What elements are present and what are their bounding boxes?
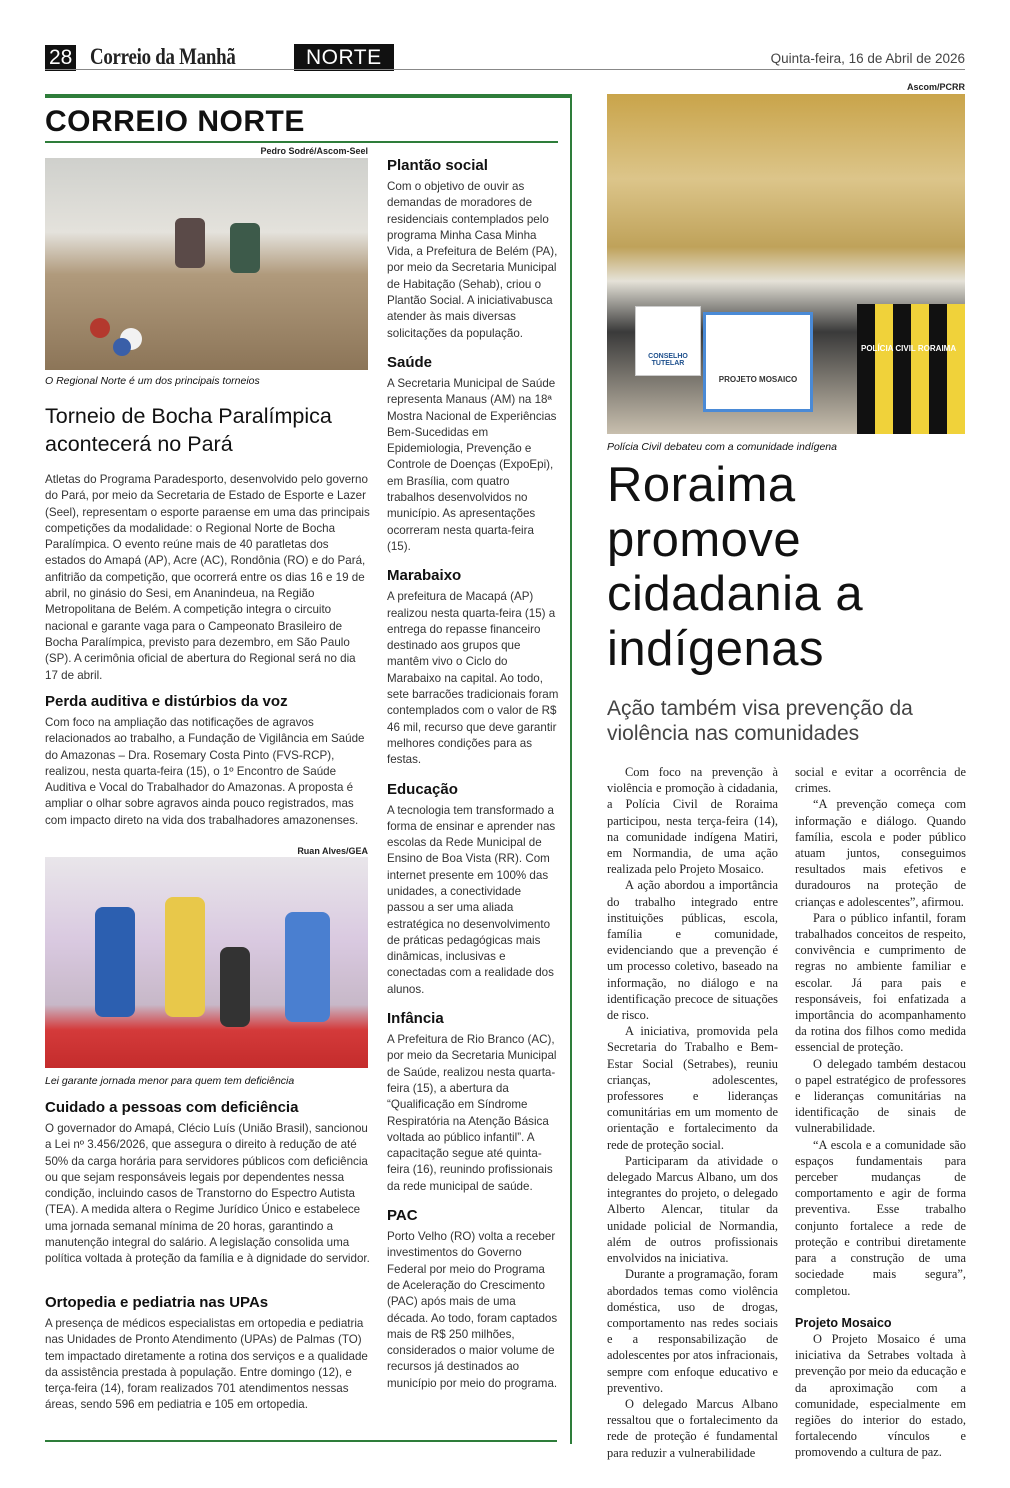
- section-heading: Cuidado a pessoas com deficiência: [45, 1099, 299, 1116]
- paragraph: “A escola e a comunidade são espaços fundamentais para perceber mudanças de comportamento e agir de forma preventiva. Esse trabalho conjunto fortalece a rede de proteção e contribui diretamente para a construção de uma sociedade mais segura”, completou.: [795, 1137, 966, 1298]
- paragraph: social e evitar a ocorrência de crimes.: [795, 765, 966, 796]
- brief-body: A Secretaria Municipal de Saúde representa Manaus (AM) na 18ª Mostra Nacional de Experiências Bem-Sucedidas em Epidemiologia, Prevenção e Controle de Doenças (ExpoEpi), em Brasília, com quatro trabalhos desenvolvidos no município. As apresentações ocorreram nesta quarta-feira (15).: [387, 376, 557, 553]
- box-bottom-rule: [45, 1440, 557, 1442]
- person-figure: [95, 907, 135, 1017]
- paragraph: A iniciativa, promovida pela Secretaria do Trabalho e Bem-Estar Social (Setrabes), reuniu crianças, adolescentes, professores e lideranças comunitárias em um momento de orientação e fortalecimento da rede de proteção social.: [607, 1024, 778, 1152]
- brief-title: Infância: [387, 1010, 444, 1028]
- person-figure: [285, 912, 330, 1022]
- article-column-1: [607, 764, 778, 1461]
- photo-dance-event: [45, 857, 368, 1068]
- article-body: Atletas do Programa Paradesporto, desenvolvido pelo governo do Pará, por meio da Secretaria de Estado de Esporte e Lazer (Seel), representam o esporte paraense em uma das principais competições da modalidade: o Regional Norte de Bocha Paralímpica. O evento reúne mais de 40 paratletas dos estados do Amapá (AP), Acre (AC), Rondônia (RO) e do Pará, anfitrião da competição, que ocorrerá entre os dias 16 e 19 de abril, no ginásio do Sesi, em Ananindeua, na Região Metropolitana de Belém. A competição integra o circuito nacional e garante vaga para o Campeonato Brasileiro de Bocha Paralímpica, previsto para dezembro, em São Paulo (SP). A cerimônia oficial de abertura do Regional será no dia 17 de abril.: [45, 473, 370, 682]
- main-headline: Roraima promove cidadania a indígenas: [607, 458, 864, 676]
- photo-police-community: [607, 94, 965, 434]
- subsection-heading: Projeto Mosaico: [795, 1315, 892, 1330]
- section-body: A presença de médicos especialistas em ortopedia e pediatria nas Unidades de Pronto Atendimento (UPAs) de Palmas (TO) tem impactado diretamente a rotina dos serviços e a qualidade da assistência prestada à população. Entre domingo (12), e terça-feira (14), foram realizados 701 atendimentos nessas áreas, sendo 596 em pediatria e 105 em ortopedia.: [45, 1317, 368, 1412]
- page-number: 28: [45, 45, 76, 71]
- brief-body: Com o objetivo de ouvir as demandas de moradores de residenciais contemplados pelo programa Minha Casa Minha Vida, a Prefeitura de Belém (PA), por meio da Secretaria Municipal de Habitação (Sehab), criou o Plantão Social. A iniciativabusca atender às mais diversas solicitações da população.: [387, 180, 558, 340]
- photo-caption: Polícia Civil debateu com a comunidade indígena: [607, 441, 837, 453]
- brief-body: A Prefeitura de Rio Branco (AC), por meio da Secretaria Municipal de Saúde, realizou nesta quarta-feira (15), a abertura da “Qualificação em Síndrome Respiratória na Atenção Básica voltada ao público infantil”. A capacitação segue até quinta-feira (16), reunindo profissionais da rede municipal de saúde.: [387, 1033, 557, 1193]
- article-headline: Torneio de Bocha Paralímpica acontecerá no Pará: [45, 404, 332, 456]
- athlete-figure: [175, 218, 205, 268]
- athlete-figure: [230, 223, 260, 273]
- brief-title: Plantão social: [387, 157, 488, 174]
- photo-caption: Lei garante jornada menor para quem tem deficiência: [45, 1075, 295, 1087]
- article-column-2: [795, 764, 966, 1461]
- section-heading: Ortopedia e pediatria nas UPAs: [45, 1294, 269, 1311]
- paragraph: “A prevenção começa com informação e diálogo. Quando família, escola e poder público atuam juntos, conseguimos resultados mais efetivos e duradouros na proteção de crianças e adolescentes”, afirmou.: [795, 797, 966, 909]
- photo-caption: O Regional Norte é um dos principais torneios: [45, 375, 260, 387]
- paragraph: A ação abordou a importância do trabalho integrado entre instituições públicas, escola, família e comunidade, evidenciando que a prevenção é um processo coletivo, baseado na informação, no diálogo e na identificação precoce de situações de risco.: [607, 878, 778, 1023]
- brief-title: Marabaixo: [387, 567, 462, 585]
- briefs-column: [387, 157, 559, 1392]
- conselho-tutelar-banner: CONSELHO TUTELAR: [635, 306, 701, 376]
- section-body: Com foco na ampliação das notificações de agravos relacionados ao trabalho, a Fundação de Vigilância em Saúde do Amazonas – Dra. Rosemary Costa Pinto (FVS-RCP), realizou, nesta quarta-feira (15), o 1º Encontro de Saúde Auditiva e Vocal do Trabalhador do Amazonas. A proposta é ampliar o olhar sobre agravos ainda pouco registrados, mas com impacto direto na vida dos trabalhadores amazonenses.: [45, 716, 365, 827]
- box-title-rule: [45, 141, 558, 143]
- child-figure: [220, 947, 250, 1027]
- photo-boccia-match: [45, 158, 368, 370]
- section-heading: Perda auditiva e distúrbios da voz: [45, 693, 288, 710]
- projeto-mosaico-banner: PROJETO MOSAICO: [703, 312, 813, 412]
- box-title: CORREIO NORTE: [45, 105, 305, 138]
- boccia-ball: [113, 338, 131, 356]
- section-label: NORTE: [294, 44, 394, 71]
- subheadline: Ação também visa prevenção da violência nas comunidades: [607, 697, 913, 745]
- paragraph: Com foco na prevenção à violência e promoção à cidadania, a Polícia Civil de Roraima participou, nesta terça-feira (14), na comunidade indígena Matiri, em Normandia, de uma ação realizada pelo Projeto Mosaico.: [607, 765, 778, 877]
- newspaper-logo: Correio da Manhã: [90, 44, 236, 69]
- paragraph: O delegado também destacou o papel estratégico de professores e lideranças comunitárias na identificação de sinais de vulnerabilidade.: [795, 1056, 966, 1136]
- paragraph: O Projeto Mosaico é uma iniciativa da Setrabes voltada à prevenção por meio da educação e da aproximação com a comunidade, especialmente em regiões do interior do estado, fortalecendo vínculos e promovendo a cultura de paz.: [795, 1331, 966, 1460]
- photo-credit: Ruan Alves/GEA: [297, 846, 368, 856]
- paragraph: Participaram da atividade o delegado Marcus Albano, um dos integrantes do projeto, o delegado Alberto Alencar, titular da unidade policial de Normandia, além de outros profissionais envolvidos na iniciativa.: [607, 1153, 778, 1266]
- paragraph: Durante a programação, foram abordados temas como violência doméstica, uso de drogas, comportamento nas redes sociais e a responsabilização de adolescentes por atos infracionais, sempre com enfoque educativo e preventivo.: [607, 1267, 778, 1395]
- photo-credit: Ascom/PCRR: [906, 82, 965, 92]
- paragraph: Para o público infantil, foram trabalhados conceitos de respeito, convivência e cumprimento de regras no ambiente familiar e escolar. Já para pais e responsáveis, foi enfatizada a importância do acompanhamento da rotina dos filhos como medida essencial de proteção.: [795, 910, 966, 1055]
- person-figure: [165, 897, 205, 1017]
- brief-body: A tecnologia tem transformado a forma de ensinar e aprender nas escolas da Rede Municipal de Ensino de Boa Vista (RR). Com internet presente em 100% das unidades, a conectividade passou a ser uma aliada estratégica no desenvolvimento de práticas pedagógicas mais dinâmicas, inclusivas e conectadas com a realidade dos alunos.: [387, 803, 556, 996]
- boccia-ball: [90, 318, 110, 338]
- brief-body: A prefeitura de Macapá (AP) realizou nesta quarta-feira (15) a entrega do repasse financeiro destinado aos grupos que mantêm vivo o Ciclo do Marabaixo na capital. Ao todo, sete barracões tradicionais foram contemplados com o valor de R$ 46 mil, recurso que deve garantir melhores condições para as festas.: [387, 590, 559, 767]
- header-divider: [45, 69, 965, 70]
- paragraph: O delegado Marcus Albano ressaltou que o fortalecimento da rede de proteção é fundamental para reduzir a vulnerabilidade: [607, 1396, 778, 1460]
- brief-body: Porto Velho (RO) volta a receber investimentos do Governo Federal por meio do Programa de Aceleração do Crescimento (PAC) após mais de uma década. Ao todo, foram captados mais de R$ 250 milhões, considerados o maior volume de recursos já destinados ao município por meio do programa.: [387, 1230, 558, 1390]
- brief-title: PAC: [387, 1207, 418, 1225]
- policia-civil-backdrop: POLÍCIA CIVIL RORAIMA: [857, 304, 965, 434]
- section-body: O governador do Amapá, Clécio Luís (União Brasil), sancionou a Lei nº 3.456/2026, que assegura o direito à redução de até 50% da carga horária para servidores públicos com deficiência ou que sejam responsáveis legais por dependentes nessa condição, incluindo casos de Transtorno do Espectro Autista (TEA). A medida altera o Regime Jurídico Único e estabelece uma jornada semanal mínima de 20 horas, garantindo a manutenção integral do salário. A legislação consolida uma política voltada à proteção da família e à dignidade do servidor.: [45, 1122, 370, 1266]
- issue-date: Quinta-feira, 16 de Abril de 2026: [770, 51, 965, 66]
- photo-credit: Pedro Sodré/Ascom-Seel: [260, 146, 368, 156]
- brief-title: Educação: [387, 780, 458, 798]
- brief-title: Saúde: [387, 353, 433, 371]
